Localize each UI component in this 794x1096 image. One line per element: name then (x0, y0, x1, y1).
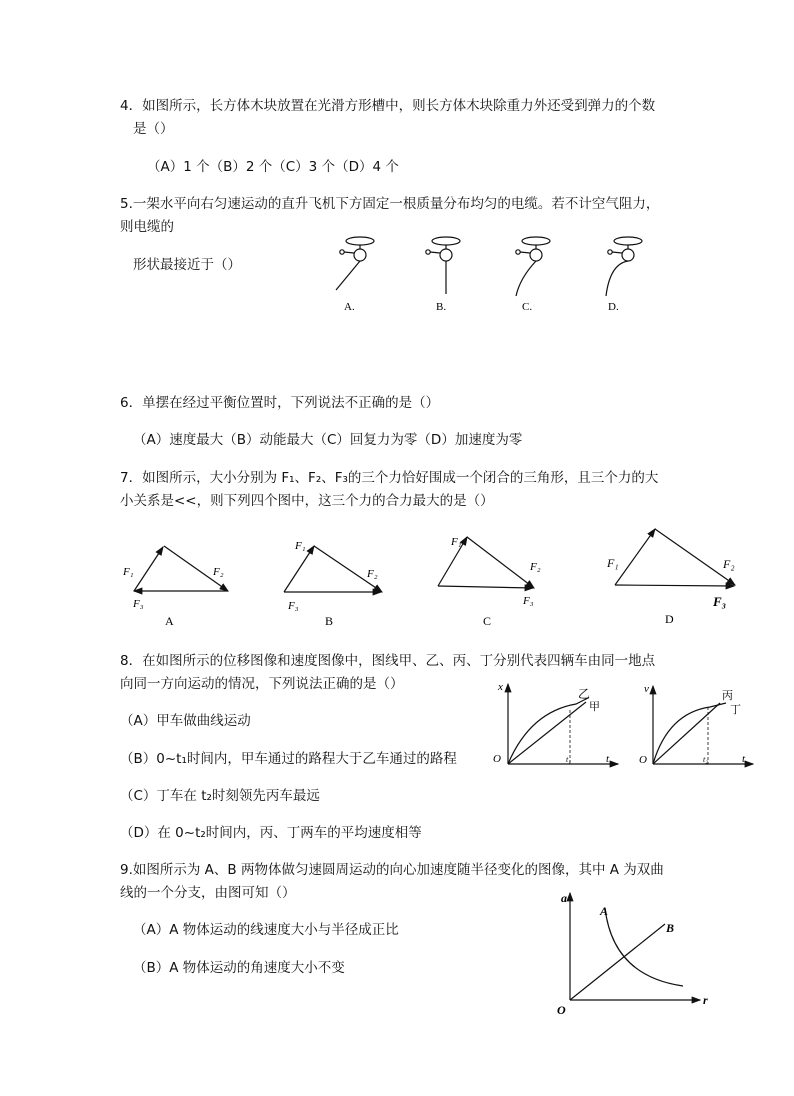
triangle-c (438, 536, 541, 628)
triangle-d (606, 529, 735, 626)
q4-line2: 是（） (133, 121, 174, 137)
q8-option-a: （A）甲车做曲线运动 (120, 713, 251, 729)
label-c: C (483, 614, 492, 628)
helicopter-c (516, 237, 550, 313)
g1-origin: O (493, 753, 501, 765)
q7-line1: 7．如图所示，大小分别为 F₁、F₂、F₃的三个力恰好围成一个闭合的三角形，且三个力的大 (120, 470, 659, 486)
q8-option-b: （B）0~t₁时间内，甲车通过的路程大于乙车通过的路程 (120, 751, 457, 767)
q8-line2: 向同一方向运动的情况，下列说法正确的是（） (120, 676, 404, 692)
g1-curve-top: 乙 (578, 687, 591, 701)
q9-line1: 9.如图所示为 A、B 两物体做匀速圆周运动的向心加速度随半径变化的图像，其中 A 为双曲 (120, 862, 664, 878)
g2-tick: t₂ (703, 755, 709, 764)
label-a: A (165, 614, 174, 628)
q5-line1: 5.一架水平向右匀速运动的直升飞机下方固定一根质量分布均匀的电缆。若不计空气阻力， (120, 196, 660, 212)
g2-ylabel: v (644, 683, 649, 695)
g1-curve-bottom: 甲 (589, 701, 600, 713)
label-a: A. (344, 301, 355, 313)
label-b: B. (436, 301, 447, 313)
g3-xlabel: r (703, 993, 708, 1007)
g3-curve-a: A (600, 904, 609, 918)
g2-curve-top: 丙 (722, 690, 733, 702)
d-f1: F₁ (607, 556, 619, 570)
force-triangle-figure (115, 525, 775, 635)
triangle-a (122, 546, 228, 628)
g3-curve-b: B (666, 921, 675, 935)
triangle-b (284, 540, 382, 628)
graph-velocity (638, 683, 758, 778)
b-f1: F₁ (295, 540, 306, 552)
q7-line2: 小关系是<<，则下列四个图中，这三个力的合力最大的是（） (120, 493, 494, 509)
a-f1: F₁ (123, 566, 134, 578)
label-d: D (665, 612, 674, 626)
q5-line2: 则电缆的 (120, 219, 174, 235)
b-f2: F₂ (367, 568, 378, 580)
a-f3: F₃ (133, 598, 144, 610)
c-f2: F₂ (530, 561, 541, 573)
g1-tick: t₁ (566, 755, 572, 764)
g1-ylabel: x (498, 681, 503, 693)
graph-displacement (490, 680, 625, 775)
q5-line3: 形状最接近于（） (133, 257, 241, 273)
q8-line1: 8．在如图所示的位移图像和速度图像中，图线甲、乙、丙、丁分别代表四辆车由同一地点 (120, 653, 656, 669)
b-f3: F₃ (288, 600, 299, 612)
c-f3: F₃ (523, 595, 534, 607)
q8-option-c: （C）丁车在 t₂时刻领先丙车最远 (120, 788, 320, 804)
g2-xlabel: t (742, 753, 746, 765)
g2-origin: O (639, 754, 647, 766)
label-d: D. (608, 301, 619, 313)
q9-option-a: （A）A 物体运动的线速度大小与半径成正比 (133, 922, 399, 938)
q9-line2: 线的一个分支，由图可知（） (120, 885, 296, 901)
g2-curve-bottom: 丁 (730, 704, 741, 716)
g3-origin: O (557, 1003, 566, 1017)
q6-line1: 6．单摆在经过平衡位置时，下列说法不正确的是（） (120, 395, 440, 411)
q9-option-b: （B）A 物体运动的角速度大小不变 (133, 960, 345, 976)
d-f3: F₃ (713, 594, 727, 609)
d-f2: F₂ (723, 557, 735, 571)
a-f2: F₂ (213, 566, 224, 578)
graph-acceleration-radius (555, 888, 725, 1018)
c-f1: F₁ (451, 536, 462, 548)
label-b: B (325, 614, 334, 628)
q6-options: （A）速度最大（B）动能最大（C）回复力为零（D）加速度为零 (133, 432, 523, 448)
q4-line1: 4．如图所示，长方体木块放置在光滑方形槽中，则长方体木块除重力外还受到弹力的个数 (120, 98, 656, 114)
q4-options: （A）1 个（B）2 个（C）3 个（D）4 个 (147, 159, 399, 175)
helicopter-d (606, 237, 642, 313)
g1-xlabel: t (606, 753, 610, 765)
helicopter-b (426, 237, 460, 313)
label-c: C. (522, 301, 533, 313)
g3-ylabel: a (561, 891, 567, 905)
helicopter-a (336, 237, 374, 313)
q8-option-d: （D）在 0~t₂时间内，丙、丁两车的平均速度相等 (120, 825, 422, 841)
helicopter-figure (320, 228, 660, 318)
